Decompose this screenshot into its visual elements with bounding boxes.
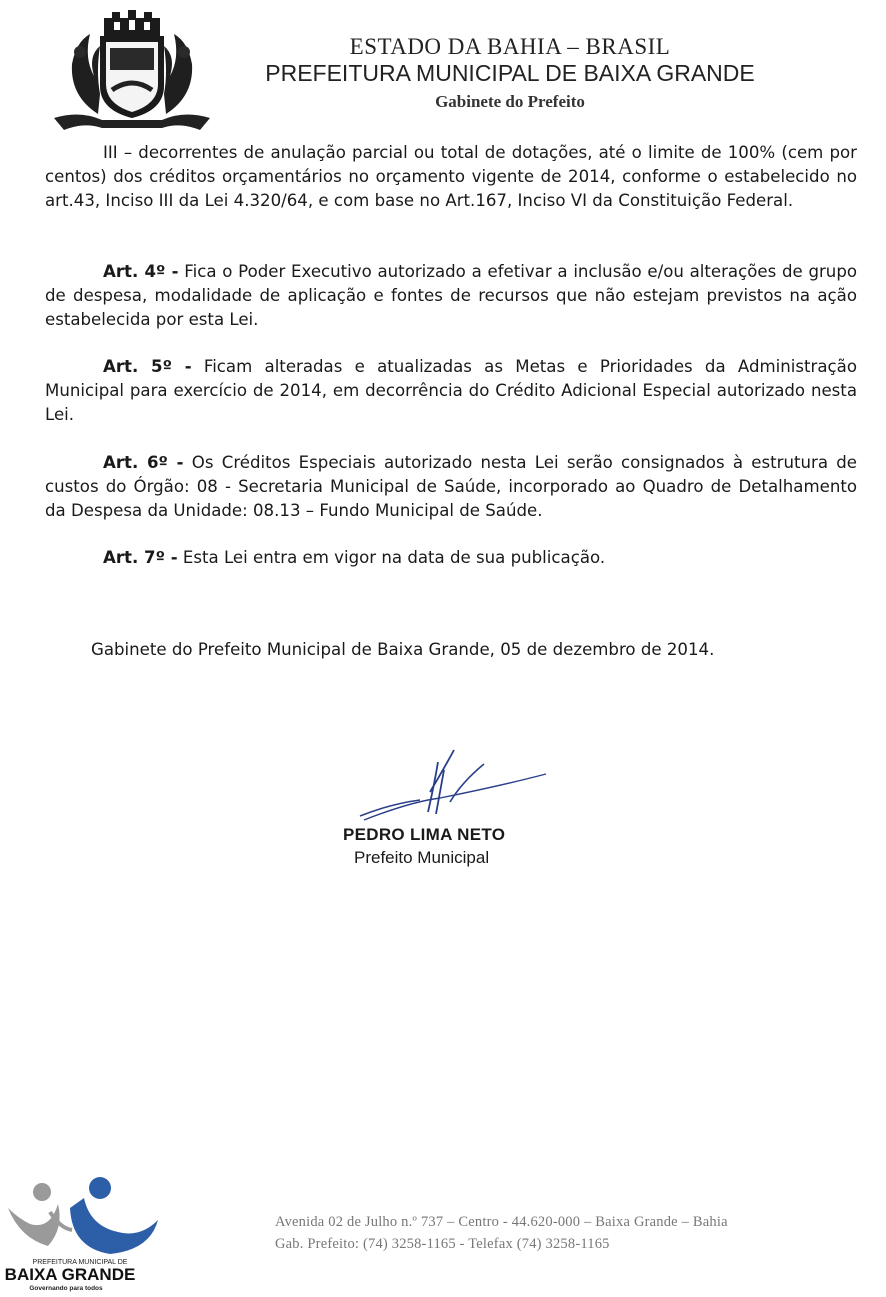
article-4 [45, 260, 857, 332]
date-line: Gabinete do Prefeito Municipal de Baixa Grande, 05 de dezembro de 2014. [91, 640, 715, 659]
logo-slogan: Governando para todos [29, 1285, 103, 1292]
paragraph-inciso-iii: III – decorrentes de anulação parcial ou total de dotações, até o limite de 100% (cem por centos) dos créditos orçamentários no orçamento vigente de 2014, conforme o estabelecido no art.43, Inciso III da Lei 4.320/64, e com base no Art.167, Inciso VI da Constituição Federal. [45, 143, 857, 210]
header-prefeitura-title: PREFEITURA MUNICIPAL DE BAIXA GRANDE [265, 60, 755, 86]
article-7 [45, 546, 857, 570]
footer-address: Avenida 02 de Julho n.º 737 – Centro - 44.620-000 – Baixa Grande – Bahia [275, 1214, 728, 1230]
signatory-role: Prefeito Municipal [354, 848, 490, 867]
article-6-label: Art. 6º - [103, 453, 184, 472]
article-6-text: Os Créditos Especiais autorizado nesta Lei serão consignados à estrutura de custos do Órgão: 08 - Secretaria Municipal de Saúde, incorporado ao Quadro de Detalhamento da Despesa da Unidade: 08.13 – Fundo Municipal de Saúde. [45, 453, 857, 520]
logo-name: BAIXA GRANDE [4, 1265, 136, 1284]
article-5-label: Art. 5º - [103, 357, 192, 376]
header-state-title: ESTADO DA BAHIA – BRASIL [349, 34, 671, 59]
article-5-text: Ficam alteradas e atualizadas as Metas e Prioridades da Administração Municipal para exercício de 2014, em decorrência do Crédito Adicional Especial autorizado nesta Lei. [45, 357, 857, 424]
baixa-grande-logo [0, 1168, 160, 1293]
article-6 [45, 451, 857, 523]
article-7-text: Esta Lei entra em vigor na data de sua publicação. [177, 548, 606, 567]
header-gabinete-subtitle: Gabinete do Prefeito [435, 92, 585, 111]
signatory-name: PEDRO LIMA NETO [343, 825, 506, 844]
footer-phone: Gab. Prefeito: (74) 3258-1165 - Telefax (74) 3258-1165 [275, 1236, 610, 1252]
article-7-label: Art. 7º - [103, 548, 178, 567]
handwritten-signature [350, 742, 550, 832]
municipal-crest-logo [50, 6, 214, 134]
article-5 [45, 355, 857, 427]
article-4-label: Art. 4º - [103, 262, 179, 281]
logo-top-text: PREFEITURA MUNICIPAL DE [32, 1259, 128, 1266]
article-4-text: Fica o Poder Executivo autorizado a efetivar a inclusão e/ou alterações de grupo de despesa, modalidade de aplicação e fontes de recursos que não estejam previstos na ação estabelecida por esta Lei. [45, 262, 858, 329]
